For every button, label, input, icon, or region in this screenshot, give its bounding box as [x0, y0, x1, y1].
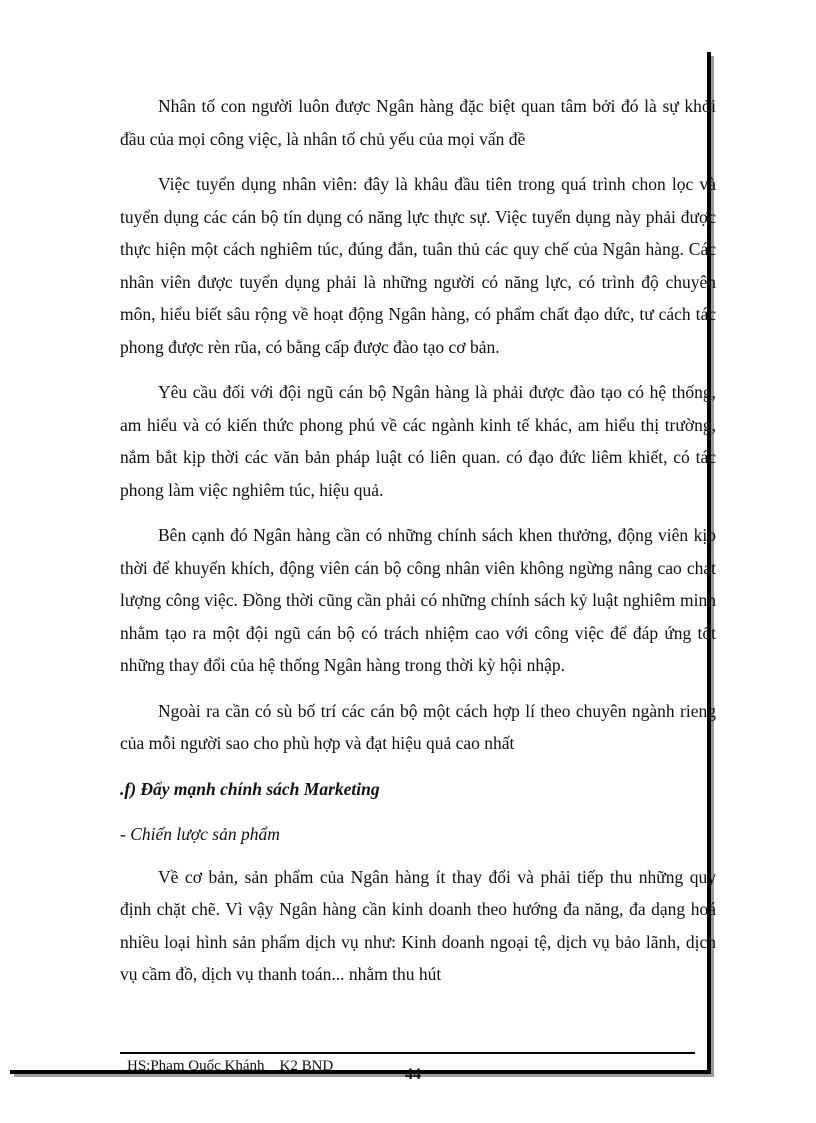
paragraph: Ngoài ra cần có sù bố trí các cán bộ một cách hợp lí theo chuyên ngành rieng của mỗi người sao cho phù hợp và đạt hiệu quả cao nhất [120, 700, 716, 753]
paragraph: Bên cạnh đó Ngân hàng cần có những chính sách khen thưởng, động viên kịp thời để khuyến khích, động viên cán bộ công nhân viên không ngừng nâng cao chat lượng công việc. Đồng thời cũng cần phải có những chính sách kỷ luật nghiêm minh nhằm tạo ra một đội ngũ cán bộ có trách nhiệm cao với công việc để đáp ứng tốt những thay đổi của hệ thống Ngân hàng trong thời kỳ hội nhập. [120, 525, 716, 675]
section-heading: .f) Đẩy mạnh chính sách Marketing [120, 778, 380, 799]
page-shadow-bottom [14, 1074, 714, 1077]
subsection-heading: - Chiến lược sản phẩm [120, 824, 280, 844]
paragraph: Về cơ bản, sản phẩm của Ngân hàng ít thay đổi và phải tiếp thu những quy định chặt chẽ. Vì vậy Ngân hàng cần kinh doanh theo hướng đa năng, đa dạng hoá nhiều loại hình sản phẩm dịch vụ như: Kinh doanh ngoại tệ, dịch vụ bảo lãnh, dịch vụ cầm đồ, dịch vụ thanh toán... nhằm thu hút [120, 866, 716, 984]
paragraph: Việc tuyển dụng nhân viên: đây là khâu đầu tiên trong quá trình chon lọc và tuyển dụng các cán bộ tín dụng có năng lực thực sự. Việc tuyển dụng này phải được thực hiện một cách nghiêm túc, đúng đắn, tuân thủ các quy chế của Ngân hàng. Các nhân viên được tuyển dụng phải là những người có năng lực, có trình độ chuyên môn, hiểu biết sâu rộng về hoạt động Ngân hàng, có phẩm chất đạo dức, tư cách tác phong được rèn rũa, có bằng cấp được đào tạo cơ bản. [120, 174, 716, 357]
paragraph: Nhân tố con người luôn được Ngân hàng đặc biệt quan tâm bởi đó là sự khởi đầu của mọi công việc, là nhân tố chủ yếu của mọi vấn đề [120, 96, 716, 149]
paragraph: Yêu cầu đối với đội ngũ cán bộ Ngân hàng là phải được đào tạo có hệ thống, am hiểu và có kiến thức phong phú về các ngành kinh tế khác, am hiểu thị trường, nắm bắt kịp thời các văn bản pháp luật có liên quan. có đạo đức liêm khiết, có tác phong làm việc nghiêm túc, hiệu quả. [120, 382, 716, 500]
page-number: 44 [405, 1066, 421, 1083]
footer-divider [120, 1052, 695, 1054]
footer-author: HS:Phạm Quốc Khánh _ K2 BND [127, 1058, 334, 1074]
document-body [120, 90, 716, 1004]
